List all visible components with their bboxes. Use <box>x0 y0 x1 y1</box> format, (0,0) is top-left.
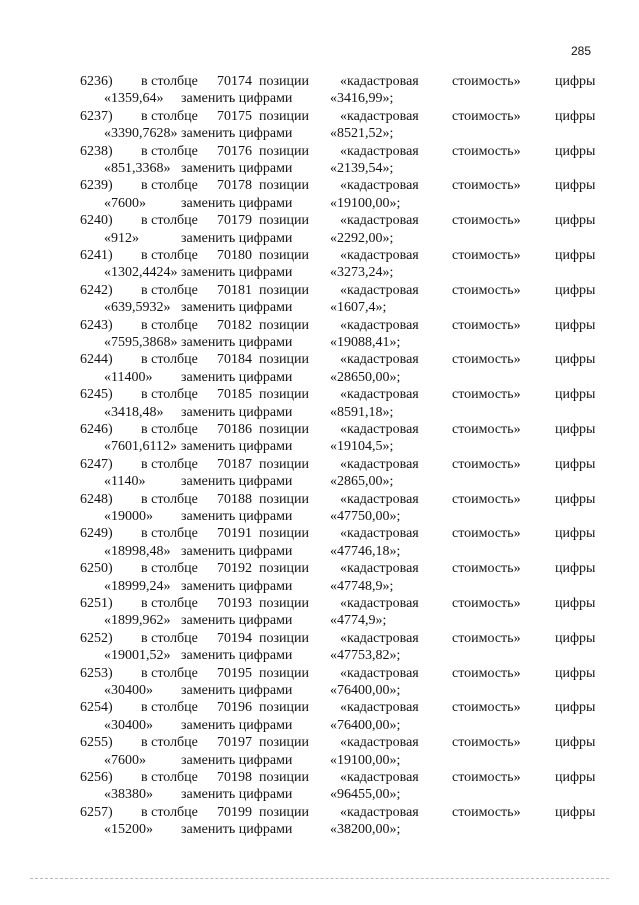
replace-phrase: заменить цифрами <box>181 682 293 698</box>
position-word: позиции <box>259 526 309 542</box>
value-word: стоимость» <box>452 735 521 751</box>
column-number: 70191 <box>217 526 252 542</box>
position-word: позиции <box>259 421 309 437</box>
column-word: в столбце <box>141 456 198 472</box>
digits-word: цифры <box>555 595 596 611</box>
digits-word: цифры <box>555 247 596 263</box>
column-number: 70182 <box>217 317 252 333</box>
cadastral-word: «кадастровая <box>340 665 419 681</box>
amendment-entry <box>0 212 639 247</box>
replace-phrase: заменить цифрами <box>181 334 293 350</box>
value-word: стоимость» <box>452 456 521 472</box>
column-number: 70195 <box>217 665 252 681</box>
old-value: «1899,962» <box>104 613 171 629</box>
replace-phrase: заменить цифрами <box>181 787 293 803</box>
value-word: стоимость» <box>452 491 521 507</box>
value-word: стоимость» <box>452 561 521 577</box>
column-number: 70180 <box>217 247 252 263</box>
old-value: «7601,6112» <box>104 439 177 455</box>
column-word: в столбце <box>141 665 198 681</box>
column-word: в столбце <box>141 769 198 785</box>
new-value: «8521,52»; <box>330 126 394 142</box>
replace-phrase: заменить цифрами <box>181 126 293 142</box>
column-number: 70192 <box>217 561 252 577</box>
new-value: «4774,9»; <box>330 613 387 629</box>
new-value: «47748,9»; <box>330 578 394 594</box>
amendment-entry <box>0 734 639 769</box>
digits-word: цифры <box>555 456 596 472</box>
replace-phrase: заменить цифрами <box>181 508 293 524</box>
column-number: 70193 <box>217 595 252 611</box>
amendment-entry <box>0 108 639 143</box>
position-word: позиции <box>259 769 309 785</box>
amendment-list <box>0 73 639 839</box>
replace-phrase: заменить цифрами <box>181 613 293 629</box>
cadastral-word: «кадастровая <box>340 421 419 437</box>
cadastral-word: «кадастровая <box>340 108 419 124</box>
old-value: «38380» <box>104 787 153 803</box>
column-word: в столбце <box>141 213 198 229</box>
column-word: в столбце <box>141 804 198 820</box>
value-word: стоимость» <box>452 665 521 681</box>
replace-phrase: заменить цифрами <box>181 474 293 490</box>
position-word: позиции <box>259 561 309 577</box>
column-number: 70174 <box>217 74 252 89</box>
amendment-entry <box>0 699 639 734</box>
column-word: в столбце <box>141 387 198 403</box>
amendment-entry <box>0 73 639 108</box>
cadastral-word: «кадастровая <box>340 143 419 159</box>
position-word: позиции <box>259 247 309 263</box>
new-value: «19104,5»; <box>330 439 394 455</box>
entry-number: 6245) <box>80 387 113 403</box>
digits-word: цифры <box>555 387 596 403</box>
old-value: «912» <box>104 230 139 246</box>
entry-number: 6237) <box>80 108 113 124</box>
cadastral-word: «кадастровая <box>340 561 419 577</box>
amendment-entry <box>0 317 639 352</box>
column-word: в столбце <box>141 108 198 124</box>
value-word: стоимость» <box>452 387 521 403</box>
column-number: 70197 <box>217 735 252 751</box>
bottom-scan-rule <box>30 878 609 879</box>
column-word: в столбце <box>141 421 198 437</box>
position-word: позиции <box>259 213 309 229</box>
column-word: в столбце <box>141 282 198 298</box>
position-word: позиции <box>259 456 309 472</box>
amendment-entry <box>0 143 639 178</box>
page-number: 285 <box>571 44 592 58</box>
replace-phrase: заменить цифрами <box>181 300 293 316</box>
new-value: «19100,00»; <box>330 752 401 768</box>
old-value: «7595,3868» <box>104 334 178 350</box>
digits-word: цифры <box>555 735 596 751</box>
value-word: стоимость» <box>452 282 521 298</box>
new-value: «3273,24»; <box>330 265 394 281</box>
entry-number: 6242) <box>80 282 113 298</box>
column-word: в столбце <box>141 317 198 333</box>
digits-word: цифры <box>555 526 596 542</box>
entry-number: 6249) <box>80 526 113 542</box>
cadastral-word: «кадастровая <box>340 387 419 403</box>
digits-word: цифры <box>555 804 596 820</box>
position-word: позиции <box>259 387 309 403</box>
new-value: «19088,41»; <box>330 334 401 350</box>
position-word: позиции <box>259 108 309 124</box>
column-word: в столбце <box>141 247 198 263</box>
old-value: «19001,52» <box>104 648 171 664</box>
entry-number: 6252) <box>80 630 113 646</box>
new-value: «76400,00»; <box>330 682 401 698</box>
old-value: «19000» <box>104 508 153 524</box>
cadastral-word: «кадастровая <box>340 804 419 820</box>
replace-phrase: заменить цифрами <box>181 265 293 281</box>
digits-word: цифры <box>555 143 596 159</box>
value-word: стоимость» <box>452 630 521 646</box>
value-word: стоимость» <box>452 317 521 333</box>
entry-number: 6244) <box>80 352 113 368</box>
column-number: 70196 <box>217 700 252 716</box>
new-value: «1607,4»; <box>330 300 387 316</box>
amendment-entry <box>0 630 639 665</box>
new-value: «2865,00»; <box>330 474 394 490</box>
old-value: «30400» <box>104 682 153 698</box>
amendment-entry <box>0 595 639 630</box>
replace-phrase: заменить цифрами <box>181 822 293 838</box>
amendment-entry <box>0 804 639 839</box>
column-word: в столбце <box>141 352 198 368</box>
entry-number: 6248) <box>80 491 113 507</box>
value-word: стоимость» <box>452 352 521 368</box>
new-value: «47753,82»; <box>330 648 401 664</box>
column-word: в столбце <box>141 561 198 577</box>
value-word: стоимость» <box>452 769 521 785</box>
digits-word: цифры <box>555 317 596 333</box>
amendment-entry <box>0 177 639 212</box>
replace-phrase: заменить цифрами <box>181 752 293 768</box>
cadastral-word: «кадастровая <box>340 595 419 611</box>
position-word: позиции <box>259 595 309 611</box>
entry-number: 6247) <box>80 456 113 472</box>
column-number: 70181 <box>217 282 252 298</box>
digits-word: цифры <box>555 421 596 437</box>
old-value: «15200» <box>104 822 153 838</box>
entry-number: 6254) <box>80 700 113 716</box>
entry-number: 6240) <box>80 213 113 229</box>
column-number: 70194 <box>217 630 252 646</box>
replace-phrase: заменить цифрами <box>181 230 293 246</box>
cadastral-word: «кадастровая <box>340 282 419 298</box>
entry-number: 6243) <box>80 317 113 333</box>
position-word: позиции <box>259 143 309 159</box>
column-number: 70188 <box>217 491 252 507</box>
new-value: «2139,54»; <box>330 160 394 176</box>
value-word: стоимость» <box>452 247 521 263</box>
new-value: «2292,00»; <box>330 230 394 246</box>
column-word: в столбце <box>141 526 198 542</box>
replace-phrase: заменить цифрами <box>181 160 293 176</box>
replace-phrase: заменить цифрами <box>181 648 293 664</box>
cadastral-word: «кадастровая <box>340 247 419 263</box>
new-value: «47746,18»; <box>330 543 401 559</box>
new-value: «19100,00»; <box>330 195 401 211</box>
digits-word: цифры <box>555 352 596 368</box>
column-word: в столбце <box>141 595 198 611</box>
old-value: «1302,4424» <box>104 265 178 281</box>
value-word: стоимость» <box>452 178 521 194</box>
cadastral-word: «кадастровая <box>340 630 419 646</box>
entry-number: 6250) <box>80 561 113 577</box>
cadastral-word: «кадастровая <box>340 74 419 89</box>
replace-phrase: заменить цифрами <box>181 195 293 211</box>
old-value: «1359,64» <box>104 91 164 107</box>
cadastral-word: «кадастровая <box>340 526 419 542</box>
position-word: позиции <box>259 630 309 646</box>
old-value: «30400» <box>104 717 153 733</box>
column-word: в столбце <box>141 74 198 89</box>
cadastral-word: «кадастровая <box>340 213 419 229</box>
new-value: «38200,00»; <box>330 822 401 838</box>
amendment-entry <box>0 282 639 317</box>
position-word: позиции <box>259 735 309 751</box>
digits-word: цифры <box>555 769 596 785</box>
entry-number: 6246) <box>80 421 113 437</box>
entry-number: 6241) <box>80 247 113 263</box>
digits-word: цифры <box>555 630 596 646</box>
digits-word: цифры <box>555 178 596 194</box>
column-word: в столбце <box>141 143 198 159</box>
value-word: стоимость» <box>452 700 521 716</box>
amendment-entry <box>0 386 639 421</box>
replace-phrase: заменить цифрами <box>181 543 293 559</box>
replace-phrase: заменить цифрами <box>181 404 293 420</box>
cadastral-word: «кадастровая <box>340 491 419 507</box>
column-number: 70199 <box>217 804 252 820</box>
entry-number: 6255) <box>80 735 113 751</box>
column-number: 70184 <box>217 352 252 368</box>
digits-word: цифры <box>555 665 596 681</box>
position-word: позиции <box>259 700 309 716</box>
value-word: стоимость» <box>452 143 521 159</box>
digits-word: цифры <box>555 491 596 507</box>
column-number: 70185 <box>217 387 252 403</box>
column-number: 70179 <box>217 213 252 229</box>
old-value: «3418,48» <box>104 404 164 420</box>
position-word: позиции <box>259 491 309 507</box>
digits-word: цифры <box>555 74 596 89</box>
column-number: 70178 <box>217 178 252 194</box>
old-value: «851,3368» <box>104 160 171 176</box>
column-number: 70186 <box>217 421 252 437</box>
column-number: 70175 <box>217 108 252 124</box>
old-value: «18999,24» <box>104 578 171 594</box>
position-word: позиции <box>259 282 309 298</box>
old-value: «639,5932» <box>104 300 171 316</box>
entry-number: 6256) <box>80 769 113 785</box>
entry-number: 6239) <box>80 178 113 194</box>
amendment-entry <box>0 421 639 456</box>
column-word: в столбце <box>141 491 198 507</box>
amendment-entry <box>0 525 639 560</box>
new-value: «3416,99»; <box>330 91 394 107</box>
old-value: «18998,48» <box>104 543 171 559</box>
old-value: «7600» <box>104 752 146 768</box>
replace-phrase: заменить цифрами <box>181 91 293 107</box>
column-number: 70187 <box>217 456 252 472</box>
value-word: стоимость» <box>452 74 521 89</box>
position-word: позиции <box>259 74 309 89</box>
amendment-entry <box>0 351 639 386</box>
entry-number: 6238) <box>80 143 113 159</box>
position-word: позиции <box>259 804 309 820</box>
column-word: в столбце <box>141 178 198 194</box>
replace-phrase: заменить цифрами <box>181 369 293 385</box>
value-word: стоимость» <box>452 804 521 820</box>
entry-number: 6253) <box>80 665 113 681</box>
column-word: в столбце <box>141 735 198 751</box>
new-value: «47750,00»; <box>330 508 401 524</box>
amendment-entry <box>0 769 639 804</box>
old-value: «1140» <box>104 474 146 490</box>
amendment-entry <box>0 665 639 700</box>
digits-word: цифры <box>555 561 596 577</box>
column-word: в столбце <box>141 700 198 716</box>
position-word: позиции <box>259 178 309 194</box>
replace-phrase: заменить цифрами <box>181 439 293 455</box>
cadastral-word: «кадастровая <box>340 700 419 716</box>
replace-phrase: заменить цифрами <box>181 578 293 594</box>
column-number: 70198 <box>217 769 252 785</box>
cadastral-word: «кадастровая <box>340 769 419 785</box>
cadastral-word: «кадастровая <box>340 178 419 194</box>
old-value: «7600» <box>104 195 146 211</box>
amendment-entry <box>0 560 639 595</box>
digits-word: цифры <box>555 700 596 716</box>
amendment-entry <box>0 247 639 282</box>
value-word: стоимость» <box>452 595 521 611</box>
digits-word: цифры <box>555 213 596 229</box>
position-word: позиции <box>259 317 309 333</box>
new-value: «96455,00»; <box>330 787 401 803</box>
position-word: позиции <box>259 665 309 681</box>
column-number: 70176 <box>217 143 252 159</box>
old-value: «11400» <box>104 369 153 385</box>
entry-number: 6236) <box>80 74 113 89</box>
position-word: позиции <box>259 352 309 368</box>
new-value: «8591,18»; <box>330 404 394 420</box>
value-word: стоимость» <box>452 526 521 542</box>
digits-word: цифры <box>555 108 596 124</box>
value-word: стоимость» <box>452 421 521 437</box>
entry-number: 6257) <box>80 804 113 820</box>
cadastral-word: «кадастровая <box>340 735 419 751</box>
column-word: в столбце <box>141 630 198 646</box>
cadastral-word: «кадастровая <box>340 456 419 472</box>
value-word: стоимость» <box>452 108 521 124</box>
new-value: «28650,00»; <box>330 369 401 385</box>
new-value: «76400,00»; <box>330 717 401 733</box>
digits-word: цифры <box>555 282 596 298</box>
cadastral-word: «кадастровая <box>340 317 419 333</box>
old-value: «3390,7628» <box>104 126 178 142</box>
amendment-entry <box>0 456 639 491</box>
entry-number: 6251) <box>80 595 113 611</box>
cadastral-word: «кадастровая <box>340 352 419 368</box>
amendment-entry <box>0 491 639 526</box>
value-word: стоимость» <box>452 213 521 229</box>
replace-phrase: заменить цифрами <box>181 717 293 733</box>
